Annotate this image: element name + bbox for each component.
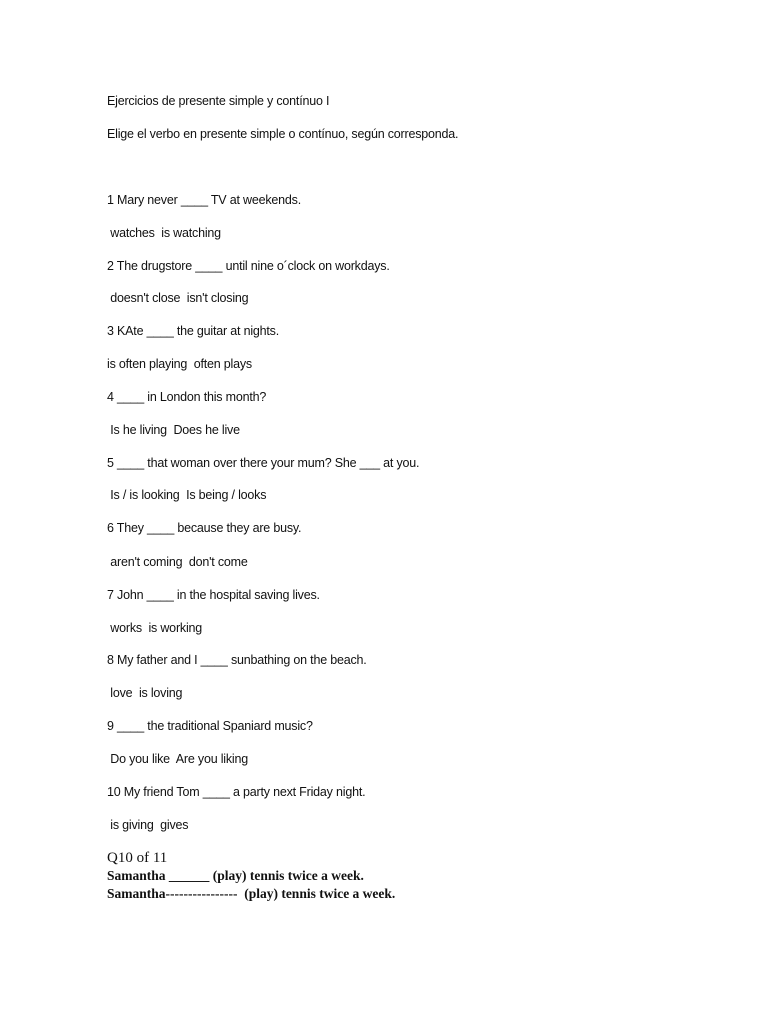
question-3-options: is often playing often plays [107, 357, 252, 371]
question-10-options: is giving gives [107, 818, 189, 832]
question-8-options: love is loving [107, 686, 183, 700]
question-9-prompt: 9 ____ the traditional Spaniard music? [107, 719, 313, 733]
question-4-prompt: 4 ____ in London this month? [107, 390, 267, 404]
question-6-options: aren't coming don't come [107, 555, 248, 569]
question-2-options: doesn't close isn't closing [107, 291, 249, 305]
document-title: Ejercicios de presente simple y contínuo I [107, 94, 330, 108]
question-3-prompt: 3 KAte ____ the guitar at nights. [107, 324, 279, 338]
question-6-prompt: 6 They ____ because they are busy. [107, 521, 302, 535]
question-4-options: Is he living Does he live [107, 423, 240, 437]
question-9-options: Do you like Are you liking [107, 752, 249, 766]
question-7-prompt: 7 John ____ in the hospital saving lives. [107, 588, 320, 602]
question-10-prompt: 10 My friend Tom ____ a party next Friday night. [107, 785, 366, 799]
question-counter: Q10 of 11 [107, 850, 168, 866]
question-2-prompt: 2 The drugstore ____ until nine o´clock on workdays. [107, 259, 390, 273]
exercise-sentence-blank: Samantha ______ (play) tennis twice a week. [107, 868, 364, 883]
question-7-options: works is working [107, 621, 203, 635]
exercise-sentence-dashes: Samantha---------------- (play) tennis twice a week. [107, 886, 396, 901]
question-1-prompt: 1 Mary never ____ TV at weekends. [107, 193, 301, 207]
question-5-prompt: 5 ____ that woman over there your mum? She ___ at you. [107, 456, 420, 470]
instructions-text: Elige el verbo en presente simple o contínuo, según corresponda. [107, 127, 459, 141]
question-5-options: Is / is looking Is being / looks [107, 488, 267, 502]
question-1-options: watches is watching [107, 226, 221, 240]
question-8-prompt: 8 My father and I ____ sunbathing on the beach. [107, 653, 367, 667]
